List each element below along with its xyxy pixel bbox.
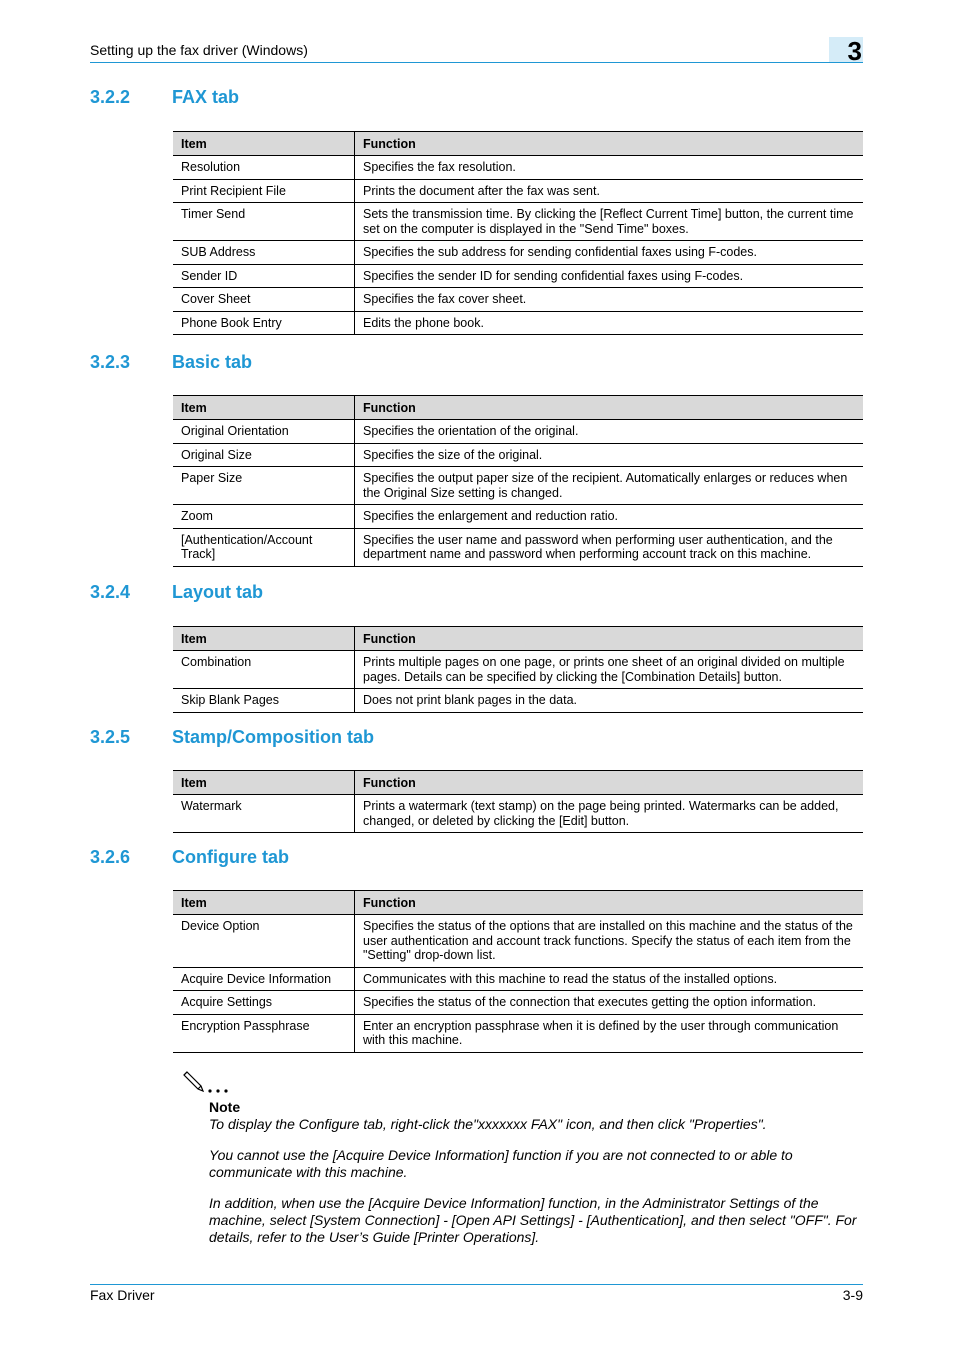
page-number: 3-9 — [842, 1287, 863, 1303]
section-heading — [90, 582, 863, 604]
item-cell: Original Orientation — [173, 420, 355, 444]
table-row — [173, 420, 863, 444]
table-row — [173, 689, 863, 713]
section-heading — [90, 727, 863, 749]
item-cell: Acquire Device Information — [173, 967, 355, 991]
section-number: 3.2.5 — [90, 727, 131, 747]
footer-title: Fax Driver — [90, 1287, 155, 1303]
page-footer — [90, 1284, 863, 1303]
section-stamp-composition-tab — [90, 727, 863, 828]
item-cell: Encryption Passphrase — [173, 1014, 355, 1052]
item-cell: Zoom — [173, 505, 355, 529]
section-title: Stamp/Composition tab — [172, 727, 374, 747]
section-configure-tab — [90, 847, 863, 1047]
function-cell: Prints a watermark (text stamp) on the page being printed. Watermarks can be added, changed, or deleted by clicking the [Edit] button. — [355, 795, 864, 833]
table-row — [173, 505, 863, 529]
table-header-row — [173, 771, 863, 795]
table-row — [173, 991, 863, 1015]
function-cell: Specifies the output paper size of the recipient. Automatically enlarges or reduces when the Original Size setting is changed. — [355, 467, 864, 505]
table-row — [173, 651, 863, 689]
table-header-row — [173, 627, 863, 651]
column-header-item: Item — [173, 771, 355, 795]
chapter-number: 3 — [847, 36, 862, 66]
function-cell: Specifies the size of the original. — [355, 443, 864, 467]
function-cell: Prints the document after the fax was sent. — [355, 179, 864, 203]
item-cell: Sender ID — [173, 264, 355, 288]
column-header-item: Item — [173, 396, 355, 420]
table-row — [173, 179, 863, 203]
basic-tab-table — [173, 395, 863, 567]
note-paragraph: You cannot use the [Acquire Device Information] function if you are not connected to or able to communicate with this machine. — [209, 1147, 793, 1180]
item-cell: Watermark — [173, 795, 355, 833]
section-fax-tab — [90, 87, 863, 330]
item-cell: Skip Blank Pages — [173, 689, 355, 713]
table-row — [173, 241, 863, 265]
item-cell: Paper Size — [173, 467, 355, 505]
section-number: 3.2.3 — [90, 352, 131, 372]
note-paragraph: To display the Configure tab, right-click the"xxxxxxx FAX" icon, and then click "Properties". — [209, 1116, 767, 1132]
function-cell: Edits the phone book. — [355, 311, 864, 335]
column-header-item: Item — [173, 891, 355, 915]
section-title: FAX tab — [172, 87, 240, 107]
section-number: 3.2.2 — [90, 87, 131, 107]
item-cell: Cover Sheet — [173, 288, 355, 312]
column-header-function: Function — [355, 132, 864, 156]
table-row — [173, 311, 863, 335]
table-header-row — [173, 891, 863, 915]
table-row — [173, 288, 863, 312]
function-cell: Communicates with this machine to read the status of the installed options. — [355, 967, 864, 991]
item-cell: Timer Send — [173, 203, 355, 241]
section-number: 3.2.6 — [90, 847, 131, 867]
note-label: Note — [209, 1099, 241, 1115]
column-header-function: Function — [355, 891, 864, 915]
function-cell: Prints multiple pages on one page, or prints one sheet of an original divided on multiple pages. Details can be specified by clicking the [Combination Details] button. — [355, 651, 864, 689]
function-cell: Sets the transmission time. By clicking the [Reflect Current Time] button, the current time set on the computer is displayed in the "Send Time" boxes. — [355, 203, 864, 241]
item-cell: Print Recipient File — [173, 179, 355, 203]
function-cell: Specifies the user name and password when performing user authentication, and the department name and password when performing account track on this machine. — [355, 528, 864, 566]
item-cell: [Authentication/Account Track] — [173, 528, 355, 566]
item-cell: Device Option — [173, 915, 355, 968]
stamp-composition-tab-table — [173, 770, 863, 833]
table-row — [173, 203, 863, 241]
section-heading — [90, 87, 863, 109]
function-cell: Specifies the enlargement and reduction ratio. — [355, 505, 864, 529]
table-row — [173, 915, 863, 968]
item-cell: Original Size — [173, 443, 355, 467]
table-row — [173, 264, 863, 288]
column-header-item: Item — [173, 627, 355, 651]
section-title: Configure tab — [172, 847, 289, 867]
function-cell: Specifies the status of the options that are installed on this machine and the status of the user authentication and account track functions. Specify the status of each item from the "Setting" drop-down list. — [355, 915, 864, 968]
column-header-item: Item — [173, 132, 355, 156]
table-row — [173, 156, 863, 180]
layout-tab-table — [173, 626, 863, 713]
section-heading — [90, 847, 863, 869]
section-number: 3.2.4 — [90, 582, 131, 602]
section-title: Layout tab — [172, 582, 264, 602]
table-header-row — [173, 132, 863, 156]
item-cell: Acquire Settings — [173, 991, 355, 1015]
section-layout-tab — [90, 582, 863, 707]
table-row — [173, 528, 863, 566]
note-paragraph: In addition, when use the [Acquire Device Information] function, in the Administrator Settings of the machine, select [System Connection] - [Open API Settings] - [Authentication], and then select "OFF". For details, refer to the User’s Guide [Printer Operations]. — [209, 1195, 857, 1245]
column-header-function: Function — [355, 627, 864, 651]
table-header-row — [173, 396, 863, 420]
function-cell: Enter an encryption passphrase when it is defined by the user through communication with this machine. — [355, 1014, 864, 1052]
function-cell: Specifies the fax cover sheet. — [355, 288, 864, 312]
item-cell: Resolution — [173, 156, 355, 180]
configure-tab-table — [173, 890, 863, 1053]
table-row — [173, 967, 863, 991]
item-cell: SUB Address — [173, 241, 355, 265]
pencil-note-icon — [182, 1068, 234, 1096]
function-cell: Specifies the fax resolution. — [355, 156, 864, 180]
table-row — [173, 795, 863, 833]
item-cell: Phone Book Entry — [173, 311, 355, 335]
table-row — [173, 443, 863, 467]
function-cell: Specifies the orientation of the original. — [355, 420, 864, 444]
page-header — [90, 36, 863, 66]
fax-tab-table — [173, 131, 863, 335]
item-cell: Combination — [173, 651, 355, 689]
section-heading — [90, 352, 863, 374]
column-header-function: Function — [355, 396, 864, 420]
header-title: Setting up the fax driver (Windows) — [90, 42, 308, 58]
function-cell: Specifies the status of the connection that executes getting the option information. — [355, 991, 864, 1015]
chapter-number-badge — [829, 36, 863, 66]
section-title: Basic tab — [172, 352, 253, 372]
function-cell: Specifies the sender ID for sending confidential faxes using F-codes. — [355, 264, 864, 288]
column-header-function: Function — [355, 771, 864, 795]
table-row — [173, 467, 863, 505]
section-basic-tab — [90, 352, 863, 561]
function-cell: Specifies the sub address for sending confidential faxes using F-codes. — [355, 241, 864, 265]
table-row — [173, 1014, 863, 1052]
function-cell: Does not print blank pages in the data. — [355, 689, 864, 713]
